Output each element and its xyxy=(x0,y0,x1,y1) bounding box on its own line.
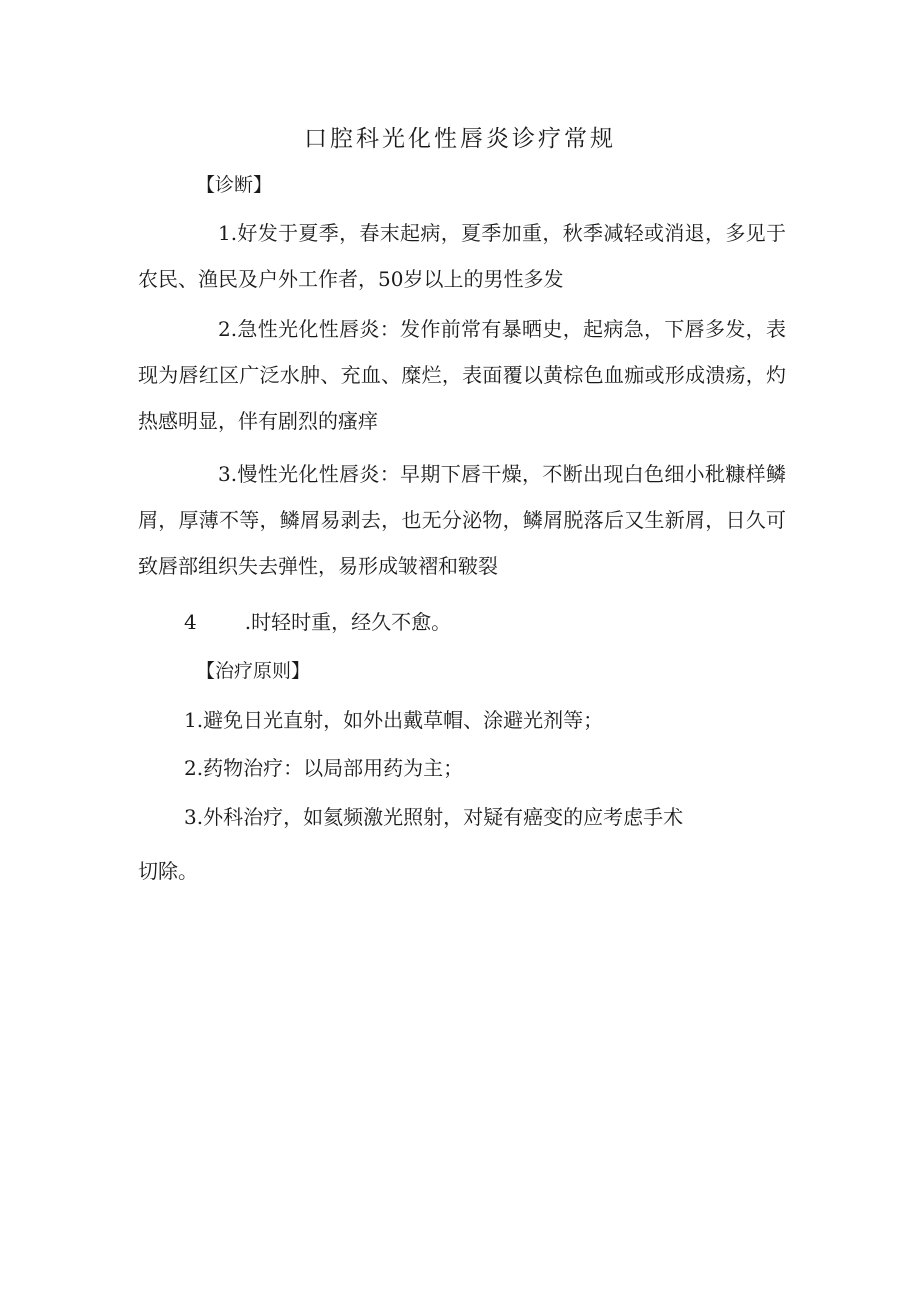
item-number: 2 xyxy=(184,756,197,780)
treatment-item-3-continuation: 切除。 xyxy=(138,859,198,883)
item-text: .好发于夏季，春末起病，夏季加重，秋季减轻或消退，多见于农民、渔民及户外工作者，50岁以上的男性多发 xyxy=(138,221,786,291)
diagnosis-item-4 xyxy=(184,607,451,637)
treatment-heading: 【治疗原则】 xyxy=(196,660,311,682)
treatment-item-3 xyxy=(184,802,683,832)
item-text: .急性光化性唇炎：发作前常有暴晒史，起病急，下唇多发，表现为唇红区广泛水肿、充血、糜烂，表面覆以黄棕色血痂或形成溃疡，灼热感明显，伴有剧烈的瘙痒 xyxy=(138,317,786,433)
item-number: 1 xyxy=(184,708,197,732)
item-number: 2 xyxy=(218,317,231,341)
item-text: .药物治疗：以局部用药为主； xyxy=(196,756,464,780)
item-number: 3 xyxy=(218,462,231,486)
item-text: .时轻时重，经久不愈。 xyxy=(244,610,452,634)
item-text: .慢性光化性唇炎：早期下唇干燥，不断出现白色细小秕糠样鳞屑，厚薄不等，鳞屑易剥去，也无分泌物，鳞屑脱落后又生新屑，日久可致唇部组织失去弹性，易形成皱褶和皲裂 xyxy=(138,462,786,578)
item-number: 4 xyxy=(184,610,197,634)
treatment-item-1 xyxy=(184,705,603,735)
item-number: 3 xyxy=(184,805,197,829)
item-text: .外科治疗，如氦频激光照射，对疑有癌变的应考虑手术 xyxy=(196,805,684,829)
diagnosis-item-1 xyxy=(138,210,786,302)
diagnosis-item-3 xyxy=(138,451,786,589)
item-number: 1 xyxy=(218,221,231,245)
item-text: .避免日光直射，如外出戴草帽、涂避光剂等； xyxy=(196,708,604,732)
page-title: 口腔科光化性唇炎诊疗常规 xyxy=(304,126,616,152)
treatment-item-2 xyxy=(184,753,463,783)
diagnosis-heading: 【诊断】 xyxy=(196,174,273,196)
diagnosis-item-2 xyxy=(138,306,786,444)
